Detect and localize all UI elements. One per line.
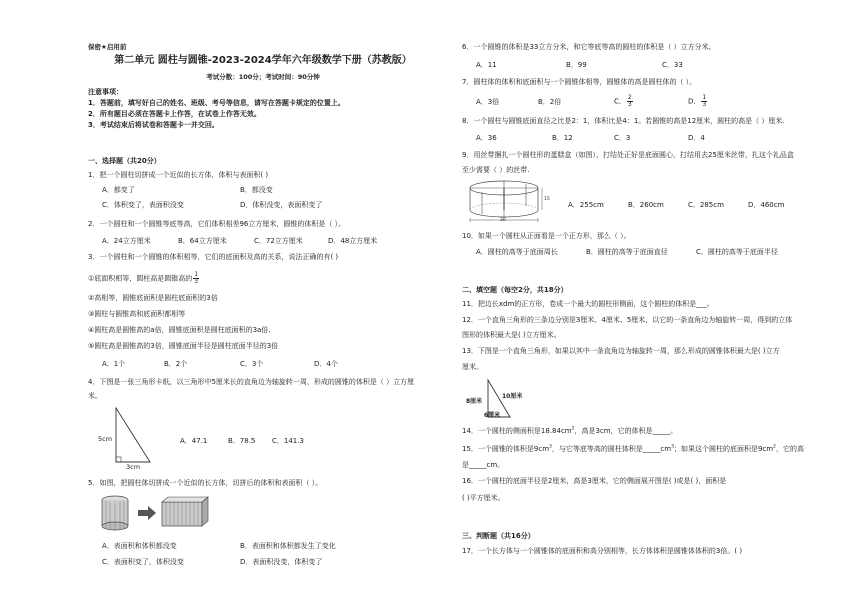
superscript: 2 [773,444,776,450]
question-stem: 12．一个直角三角形的三条边分别是3厘米、4厘米、5厘米，以它的一条直角边为轴旋转一周，得到的立体 [462,316,793,324]
option-c: C．141.3 [272,437,304,445]
section-heading: 三、判断题（共16分） [462,532,535,540]
option-c: C．72立方厘米 [254,237,303,245]
page-title: 第二单元 圆柱与圆锥-2023-2024学年六年级数学下册（苏教版） [114,55,412,66]
statement-5: ⑤圆柱高是圆锥高的3倍，圆锥底面半径是圆柱底面半径的3倍 [88,342,279,350]
option-b: B．表面积和体积都发生了变化 [240,542,336,550]
dimension-height: 15 [544,197,550,202]
question-stem: 7．圆柱体的体积和底面积与一个圆锥体相等，圆锥体的高是圆柱体的（ ）。 [462,78,697,86]
question-stem [462,445,804,454]
notes-heading: 注意事项： [88,88,123,96]
question-stem: 9．用丝带捆扎一个圆柱形的蛋糕盒（如图），打结处正好是底面圆心，打结用去25厘米丝带，扎这个礼品盒 [462,151,794,159]
question-stem: 3．一个圆柱和一个圆锥的体积相等，它们的底面积及高的关系，说法正确的有( ) [88,253,339,261]
note-item: 1．答题前，填写好自己的姓名、班级、考号等信息，请写在答题卡规定的位置上。 [88,99,345,107]
cylinder-cut-figure [100,494,210,532]
secret-label: 保密★启用前 [88,43,127,51]
dimension-diameter: 30 [500,218,506,223]
statement-4: ④圆柱高是圆锥高的a倍，圆锥底面积是圆柱底面积的3a倍. [88,326,271,334]
option-b: B．99 [566,61,587,69]
fraction-numerator: 1 [194,271,199,278]
figure-label-hyp: 10厘米 [502,393,523,400]
question-stem: 4．下图是一张三角形卡纸，以三角形中5厘米长的直角边为轴旋转一周，形成的圆锥的体积是（ ）立方厘 [88,378,415,386]
figure-label-side: 5cm [98,435,113,443]
option-a: A．11 [476,61,497,69]
superscript: 3 [671,444,674,450]
gift-box-figure [464,178,554,224]
option-a: A．圆柱的高等于底面周长 [476,248,558,256]
option-b: B．12 [552,134,573,142]
figure-label-base: 6厘米 [484,412,501,419]
fraction-numerator: 1 [702,94,707,101]
option-a: A．47.1 [180,437,208,445]
fraction [627,95,633,108]
question-stem-cont: 厘米。 [462,363,483,371]
question-stem [462,427,677,436]
figure-label-base: 3cm [126,463,141,471]
question-stem-cont: 图形的体积最大是( )立方厘米。 [462,331,561,339]
section-heading: 一、选择题（共20分） [88,157,161,165]
q15-text-mid: ，与它等底等高的圆柱体积是_____cm [551,445,672,453]
option-a: A．3倍 [476,98,500,106]
q14-text: 14．一个圆柱的侧面积是18.84cm [462,427,572,435]
option-b: B．圆柱的高等于底面直径 [586,248,668,256]
question-stem: 6．一个圆锥的体积是33立方分米，和它等底等高的圆柱的体积是（ ）立方分米。 [462,43,716,51]
note-item: 3．考试结束后将试卷和答题卡一并交回。 [88,121,219,129]
option-b: B．78.5 [228,437,256,445]
question-stem: 13．下图是一个直角三角形，如果以其中一条直角边为轴旋转一周，那么形成的圆锥体积最大是( )立方 [462,347,780,355]
fraction-numerator: 2 [627,94,632,101]
option-b: B．2个 [164,360,188,368]
statement-2: ②高相等，圆锥底面积是圆柱底面积的3倍 [88,294,218,302]
option-b: B．都没变 [240,186,273,194]
option-label: C． [614,97,626,106]
superscript: 2 [571,426,575,432]
fraction-denominator: 3 [627,101,632,108]
question-stem-cont: 米。 [88,392,102,400]
fraction-denominator: 3 [194,278,199,285]
option-b: B．64立方厘米 [178,237,227,245]
option-d: D．体积没变，表面积变了 [240,201,323,209]
option-d: D．48立方厘米 [328,237,378,245]
statement-3: ③圆柱与圆锥高和底面积都相等 [88,310,186,318]
option-a: A．表面积和体积都没变 [102,542,177,550]
q14-text-end: ，高是3cm，它的体积是_____。 [574,427,678,435]
option-d: D．4 [688,134,705,142]
option-d: D．4个 [314,360,338,368]
question-stem: 10．如果一个圆柱从正面看是一个正方形，那么（ ）。 [462,232,631,240]
option-c: C．3 [614,134,631,142]
option-a: A．255cm [568,201,604,209]
question-stem: 5．如图，把圆柱体切拼成一个近似的长方体，切拼后的体积和表面积（ ）。 [88,479,323,487]
option-a: A．24立方厘米 [102,237,151,245]
question-stem: 16．一个圆柱的底面半径是2厘米，高是3厘米，它的侧面展开图是( )或是( )，面积是 [462,477,727,485]
question-stem: 2．一个圆柱和一个圆锥等底等高，它们体积相差96立方厘米，圆锥的体积是（ ）。 [88,220,346,228]
option-b: B．2倍 [538,98,562,106]
option-c: C．285cm [688,201,724,209]
figure-label-side: 8厘米 [466,398,483,405]
fraction-denominator: 3 [702,101,707,108]
superscript: 3 [549,444,552,450]
q15-text: 15．一个圆锥的体积是9cm [462,445,550,453]
question-stem-cont: 至少需要（ ）的丝带. [462,166,530,174]
option-a: A．1个 [102,360,126,368]
exam-info: 考试分数：100分；考试时间：90分钟 [206,73,320,81]
statement-1 [88,272,199,285]
option-d [688,95,707,108]
q15-text-post: ；如果这个圆柱的底面积是9cm [673,445,774,453]
question-stem-cont: 是_____cm。 [462,461,505,469]
option-b: B．260cm [628,201,664,209]
option-c: C．体积变了，表面积没变 [102,201,184,209]
option-c [614,95,633,108]
option-a: A．都变了 [102,186,135,194]
note-item: 2．所有题目必须在答题卡上作答，在试卷上作答无效。 [88,110,261,118]
option-a: A．36 [476,134,497,142]
question-stem: 17．一个长方体与一个圆锥体的底面积和高分别相等，长方体体积是圆锥体体积的3倍。( ) [462,547,743,555]
question-stem: 11．把边长xdm的正方形，卷成一个最大的圆柱形侧面，这个圆柱的体积是___。 [462,300,714,308]
option-label: D． [688,97,701,106]
section-heading: 二、填空题（每空2分，共18分） [462,286,568,294]
statement-text: ①底面积相等，圆柱高是圆锥高的 [88,274,193,283]
option-d: D．表面积没变，体积变了 [240,558,323,566]
option-c: C．表面积变了，体积没变 [102,558,184,566]
option-c: C．圆柱的高等于底面半径 [696,248,778,256]
fraction [701,95,707,108]
q15-text-end: ，它的高 [775,445,804,453]
question-stem-cont: ( )平方厘米。 [462,494,505,502]
question-stem: 8．一个圆柱与圆锥底面直径之比是2：1，体积比是4：1。若圆锥的高是12厘米，圆柱的高是（ ）厘米. [462,117,785,125]
fraction [193,272,199,285]
option-d: D．460cm [748,201,785,209]
question-stem: 1．把一个圆柱切拼成一个近似的长方体，体积与表面积( ) [88,171,269,179]
option-c: C．3个 [240,360,264,368]
option-c: C．33 [662,61,683,69]
